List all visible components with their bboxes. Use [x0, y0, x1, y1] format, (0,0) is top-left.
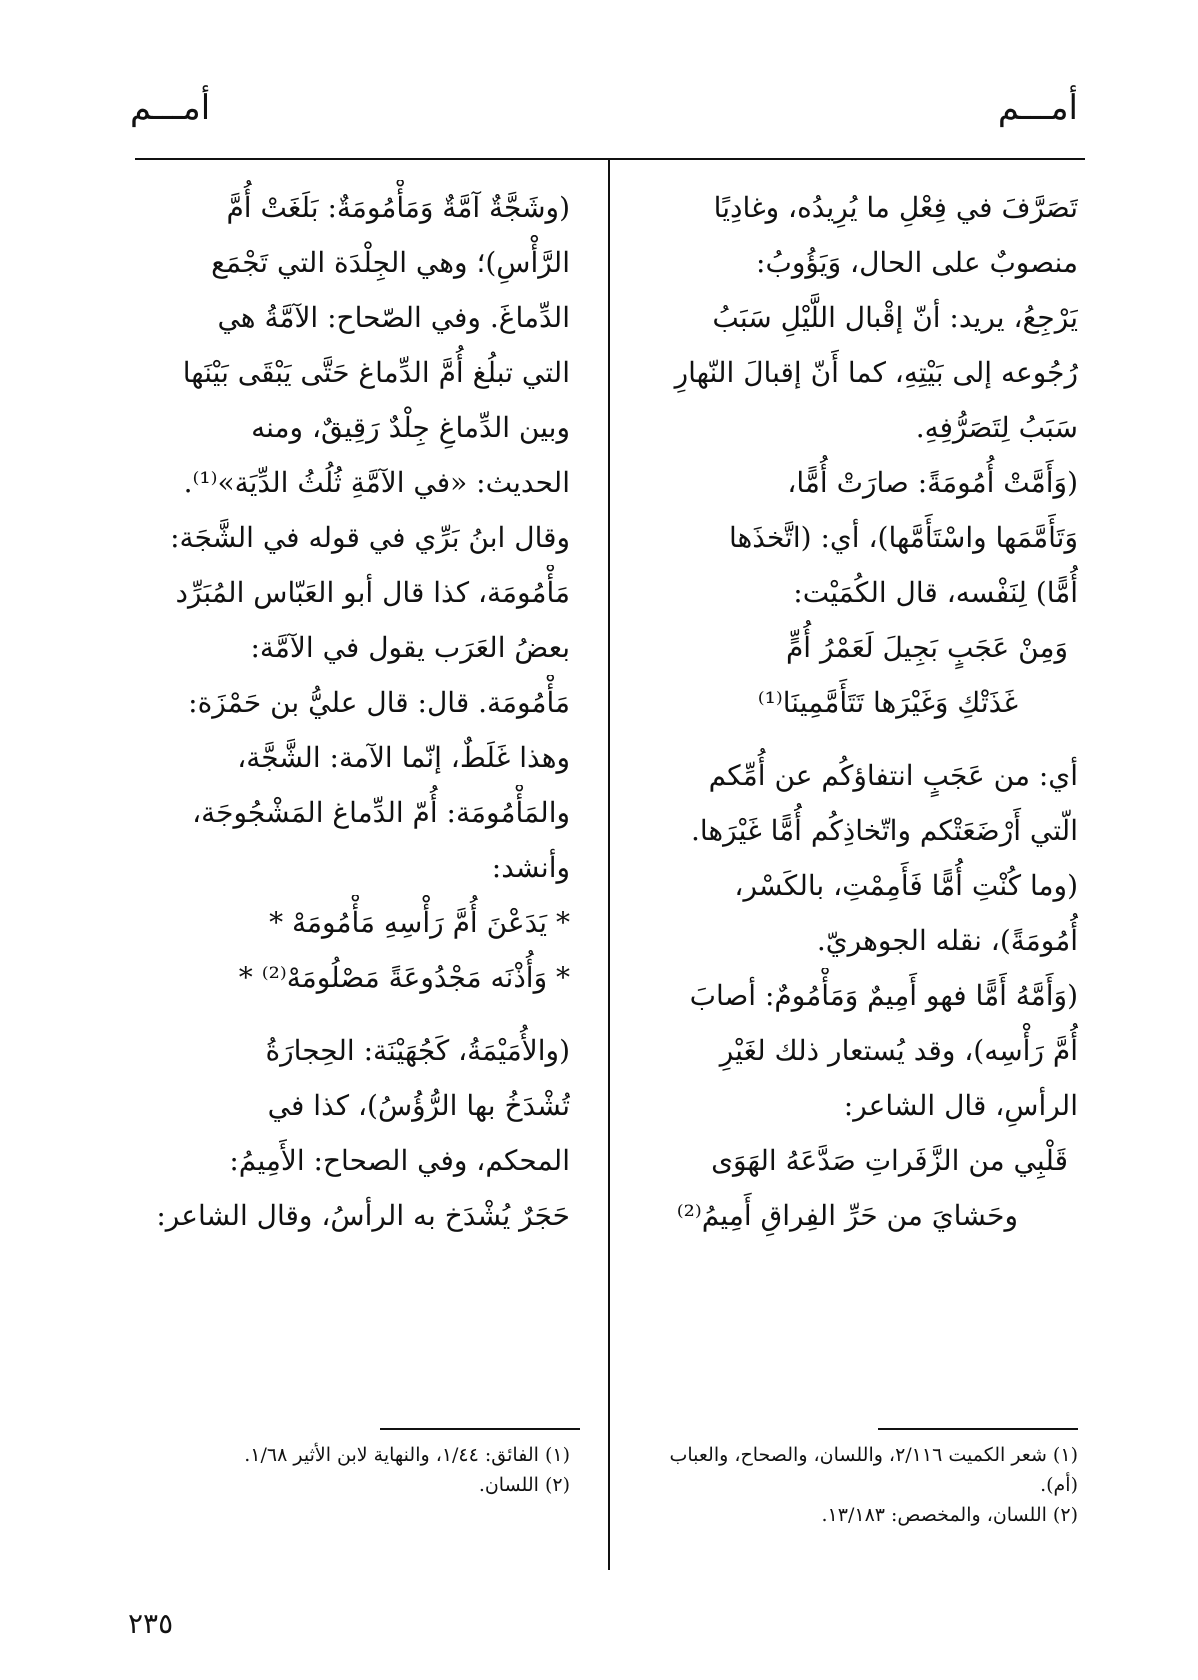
- text-line: حَجَرٌ يُشْدَخ به الرأسُ، وقال الشاعر:: [156, 1199, 570, 1232]
- text-line: الّتي أَرْضَعَتْكم واتّخاذِكُم أُمًّا غَيْرَها.: [690, 814, 1078, 847]
- text-line: مَأْمُومَة. قال: قال عليُّ بن حَمْزَة:: [188, 686, 570, 719]
- footnotes-left: [130, 1440, 570, 1500]
- footnote-line: (٢) اللسان.: [478, 1474, 570, 1496]
- text-line: المحكم، وفي الصحاح: الأَمِيمُ:: [229, 1144, 570, 1177]
- text-line: وهذا غَلَطٌ، إنّما الآمة: الشَّجَّة،: [237, 741, 570, 774]
- column-divider: [608, 160, 610, 1570]
- left-column: [130, 180, 570, 1243]
- verse-line: * يَدَعْنَ أُمَّ رَأْسِهِ مَأْمُومَهْ *: [269, 906, 570, 939]
- text-line: (والأُمَيْمَةُ، كَجُهَيْنَة: الحِجارَةُ: [265, 1034, 570, 1067]
- text-line: أُمَّ رَأْسِه)، وقد يُستعار ذلك لغَيْرِ: [719, 1034, 1078, 1067]
- spacer: [658, 730, 1078, 748]
- text-line: الرَّأْسِ)؛ وهي الجِلْدَة التي تَجْمَع: [211, 246, 570, 279]
- text-line: بعضُ العَرَب يقول في الآمَّة:: [250, 631, 570, 664]
- text-line: رُجُوعه إلى بَيْتِهِ، كما أَنّ إقبالَ النّهارِ: [674, 356, 1078, 389]
- text-line: التي تبلُغ أُمَّ الدِّماغ حَتَّى يَبْقَى بَيْنَها: [182, 356, 570, 389]
- footnote-line: (٢) اللسان، والمخصص: ١٣/١٨٣.: [821, 1504, 1078, 1526]
- footnote-rule-left: [380, 1428, 580, 1430]
- text-line: (وشَجَّةٌ آمَّةٌ وَمَأْمُومَةٌ: بَلَغَتْ أُمَّ: [226, 191, 570, 224]
- text-line: (وَأَمَّتْ أُمُومَةً: صارَتْ أُمًّا،: [787, 466, 1078, 499]
- text-line: مَأْمُومَة، كذا قال أبو العَبّاس المُبَرِّد: [175, 576, 570, 609]
- right-column: [658, 180, 1078, 1243]
- header-rule: [135, 158, 1085, 160]
- footnote-line: (١) الفائق: ١/٤٤، والنهاية لابن الأثير ١/٦٨.: [244, 1444, 570, 1466]
- text-line: وبين الدِّماغِ جِلْدٌ رَقِيقٌ، ومنه: [251, 411, 570, 444]
- text-line: منصوبٌ على الحال، وَيَؤُوبُ:: [756, 246, 1078, 279]
- spacer: [130, 1005, 570, 1023]
- text-line: الحديث: «في الآمَّةِ ثُلُثُ الدِّيَة»⁽¹⁾.: [183, 466, 570, 499]
- running-header-left: أمـــم: [130, 88, 211, 128]
- text-line: أُمًّا) لِنَفْسه، قال الكُمَيْت:: [793, 576, 1078, 609]
- text-line: يَرْجِعُ، يريد: أنّ إقْبال اللَّيْلِ سَبَبُ: [712, 301, 1078, 334]
- footnotes-right: [638, 1440, 1078, 1530]
- text-line: أُمُومَةً)، نقله الجوهريّ.: [816, 924, 1078, 957]
- running-header-right: أمـــم: [997, 88, 1078, 128]
- text-line: تَصَرَّفَ في فِعْلِ ما يُرِيدُه، وغادِيًا: [713, 191, 1078, 224]
- verse-line: * وَأُذْنَه مَجْدُوعَةً مَصْلُومَهْ⁽²⁾ *: [238, 961, 570, 994]
- footnote-line: (١) شعر الكميت ٢/١١٦، واللسان، والصحاح، والعباب: [669, 1444, 1078, 1466]
- page-number: ٢٣٥: [128, 1607, 174, 1640]
- text-line: سَبَبُ لِتَصَرُّفِهِ.: [915, 411, 1078, 444]
- verse-line: قَلْبِي من الزَّفَراتِ صَدَّعَهُ الهَوَى: [711, 1144, 1068, 1177]
- text-line: وأنشد:: [491, 851, 570, 884]
- text-line: وقال ابنُ بَرِّي في قوله في الشَّجَة:: [170, 521, 570, 554]
- footnote-line: (أم).: [1040, 1474, 1078, 1496]
- text-line: تُشْدَخُ بها الرُّؤُسُ)، كذا في: [267, 1089, 570, 1122]
- verse-line: وحَشايَ من حَرِّ الفِراقِ أَمِيمُ⁽²⁾: [676, 1199, 1018, 1232]
- text-line: والمَأْمُومَة: أُمّ الدِّماغ المَشْجُوجَة،: [192, 796, 570, 829]
- verse-line: وَمِنْ عَجَبٍ بَجِيلَ لَعَمْرُ أُمٍّ: [785, 631, 1068, 664]
- text-line: وَتَأَمَّمَها واسْتَأَمَّها)، أي: (اتَّخذَها: [728, 521, 1078, 554]
- verse-line: غَذَتْكِ وَغَيْرَها تَتَأَمَّمِينَا⁽¹⁾: [757, 686, 1018, 719]
- text-line: الرأسِ، قال الشاعر:: [843, 1089, 1078, 1122]
- footnote-rule-right: [878, 1428, 1078, 1430]
- text-line: (وَأَمَّهُ أَمًّا فهو أَمِيمٌ وَمَأْمُومٌ: أصابَ: [689, 979, 1078, 1012]
- text-line: (وما كُنْتِ أُمًّا فَأَمِمْتِ، بالكَسْر،: [734, 869, 1078, 902]
- text-line: الدِّماغَ. وفي الصّحاح: الآمَّةُ هي: [217, 301, 570, 334]
- text-line: أي: من عَجَبٍ انتفاؤكُم عن أُمِّكم: [708, 759, 1078, 792]
